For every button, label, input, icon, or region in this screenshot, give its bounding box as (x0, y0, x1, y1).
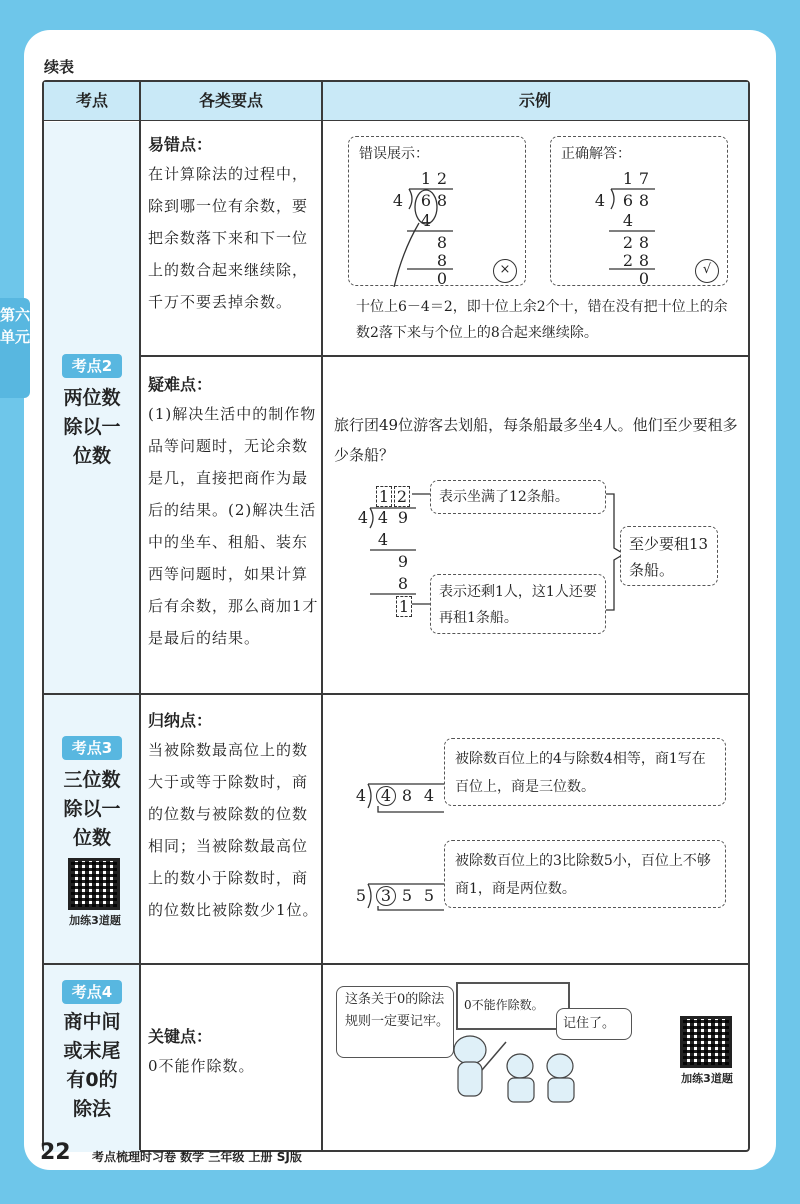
continued-label: 续表 (44, 58, 75, 76)
wrong-step3: 8 (436, 251, 448, 270)
topic-4-line2: 或末尾 (63, 1040, 121, 1062)
conclusion-text: 至少要租13条船。 (629, 535, 709, 579)
boat-quotient-ones: 2 (394, 486, 410, 507)
eq2-note: 被除数百位上的3比除数5小，百位上不够商1，商是两位数。 (455, 853, 711, 897)
right-step3-tens: 2 (622, 251, 634, 270)
eq1-dividend-ones: 4 (423, 786, 435, 805)
point-body-key: 0不能作除数。 (148, 1057, 255, 1075)
header-example: 示例 (518, 91, 551, 110)
divider (321, 82, 323, 1150)
point-title-error: 易错点： (148, 135, 213, 154)
boat-step3: 8 (397, 574, 409, 593)
divider (139, 82, 141, 1150)
eq1-dividend-tens: 8 (401, 786, 413, 805)
boat-quotient-tens: 1 (376, 486, 392, 507)
topic-3-line3: 位数 (72, 827, 111, 849)
footer-text: 考点梳理时习卷 数学 三年级 上册 SJ版 (92, 1150, 302, 1164)
wrong-quotient-ones: 2 (436, 169, 448, 188)
eq-connectors (344, 722, 454, 912)
eq1-divisor: 4 (355, 786, 367, 805)
boat-question: 旅行团49位游客去划船，每条船最多坐4人。他们至少要租多少条船？ (334, 416, 738, 464)
eq1-note: 被除数百位上的4与除数4相等，商1写在百位上，商是三位数。 (455, 751, 706, 795)
wrong-mark: × (493, 259, 517, 283)
wrong-dividend-ones: 8 (436, 191, 448, 210)
point-title-difficult: 疑难点： (148, 375, 213, 394)
right-divisor: 4 (594, 191, 606, 210)
wrong-label: 错误展示： (359, 146, 429, 162)
unit-side-tab[interactable]: 第六单元 (0, 298, 30, 398)
right-mark: √ (695, 259, 719, 283)
wrong-division-lines (349, 137, 527, 287)
page-frame-bottom (0, 1164, 800, 1204)
error-explanation: 十位上6－4＝2，即十位上余2个十，错在没有把十位上的余数2落下来与个位上的8合起来继续除。 (356, 299, 728, 341)
wrong-dividend-tens: 6 (420, 191, 432, 210)
right-step2-ones: 8 (638, 233, 650, 252)
qr-code[interactable] (680, 1016, 732, 1068)
topic-2-line2: 除以一 (63, 416, 121, 438)
wrong-step1-digit: 4 (420, 211, 432, 230)
bubble-left-text: 这条关于0的除法规则一定要记牢。 (345, 992, 450, 1029)
badge-kaodian-3: 考点3 (62, 736, 122, 760)
boat-step2: 9 (397, 552, 409, 571)
topic-4-line4: 除法 (72, 1098, 111, 1120)
point-title-key: 关键点： (148, 1027, 213, 1046)
eq2-dividend-hundreds: 3 (376, 886, 396, 906)
eq1-dividend-hundreds: 4 (376, 786, 396, 806)
eq2-dividend-ones: 5 (423, 886, 435, 905)
boat-dividend-ones: 9 (397, 508, 409, 527)
badge-kaodian-4: 考点4 (62, 980, 122, 1004)
qr-label: 加练3道题 (69, 914, 121, 927)
qr-code[interactable] (68, 858, 120, 910)
right-example-box (550, 136, 728, 286)
topic-3-line2: 除以一 (63, 798, 121, 820)
badge-kaodian-2: 考点2 (62, 354, 122, 378)
eq2-note-box (444, 840, 726, 908)
topic-4-line1: 商中间 (63, 1011, 121, 1033)
topic-3-line1: 三位数 (63, 769, 121, 791)
table-header (44, 82, 748, 121)
wrong-divisor: 4 (392, 191, 404, 210)
header-points: 各类要点 (198, 91, 263, 110)
divider (44, 963, 748, 965)
point-body-summary: 当被除数最高位上的数大于或等于除数时，商的位数与被除数的位数相同；当被除数最高位上的数小于除数时，商的位数比被除数少1位。 (148, 741, 319, 919)
eq2-dividend-tens: 5 (401, 886, 413, 905)
right-step2-tens: 2 (622, 233, 634, 252)
page-number: 22 (40, 1140, 71, 1165)
teacher-goat (454, 1036, 506, 1096)
right-label: 正确解答： (561, 146, 631, 162)
eq1-note-box (444, 738, 726, 806)
right-dividend-tens: 6 (622, 191, 634, 210)
bubble-left (336, 986, 454, 1058)
chalkboard-text: 0不能作除数。 (464, 998, 544, 1012)
wrong-step4: 0 (436, 269, 448, 288)
point-body-error: 在计算除法的过程中，除到哪一位有余数，要把余数落下来和下一位上的数合起来继续除，千万不要丢掉余数。 (148, 165, 309, 311)
student-squirrel-1 (507, 1054, 534, 1102)
point-title-summary: 归纳点： (148, 711, 213, 730)
boat-dividend-tens: 4 (377, 508, 389, 527)
right-division-lines (551, 137, 729, 287)
conclusion-box (620, 526, 718, 586)
knowledge-table (42, 80, 750, 1152)
boat-step1: 4 (377, 530, 389, 549)
right-step3-ones: 8 (638, 251, 650, 270)
note-extra-boat-text: 表示还剩1人，这1人还要再租1条船。 (439, 584, 597, 626)
right-step1: 4 (622, 211, 634, 230)
student-squirrel-2 (547, 1054, 574, 1102)
topic-2-line3: 位数 (72, 445, 111, 467)
note-extra-boat (430, 574, 606, 634)
right-step4: 0 (638, 269, 650, 288)
topic-2-line1: 两位数 (63, 387, 121, 409)
divider (140, 355, 748, 357)
note-full-boats (430, 480, 606, 514)
divider (44, 693, 748, 695)
right-quotient-tens: 1 (622, 169, 634, 188)
wrong-example-box (348, 136, 526, 286)
wrong-quotient-tens: 1 (420, 169, 432, 188)
point-body-difficult: (1)解决生活中的制作物品等问题时，无论余数是几，直接把商作为最后的结果。(2)解决生活中的坐车、租船、装东西等问题时，如果计算后有余数，那么商加1才是最后的结果。 (148, 405, 319, 647)
header-topic: 考点 (75, 91, 108, 110)
boat-divisor: 4 (357, 508, 369, 527)
right-dividend-ones: 8 (638, 191, 650, 210)
wrong-step2: 8 (436, 233, 448, 252)
bubble-right-text: 记住了。 (563, 1016, 616, 1031)
cartoon-animals (440, 1022, 590, 1112)
eq2-divisor: 5 (355, 886, 367, 905)
topic-4-line3: 有0的 (66, 1069, 118, 1091)
qr-label: 加练3道题 (681, 1072, 733, 1085)
note-full-boats-text: 表示坐满了12条船。 (439, 489, 569, 505)
right-quotient-ones: 7 (638, 169, 650, 188)
boat-remainder: 1 (396, 596, 412, 617)
